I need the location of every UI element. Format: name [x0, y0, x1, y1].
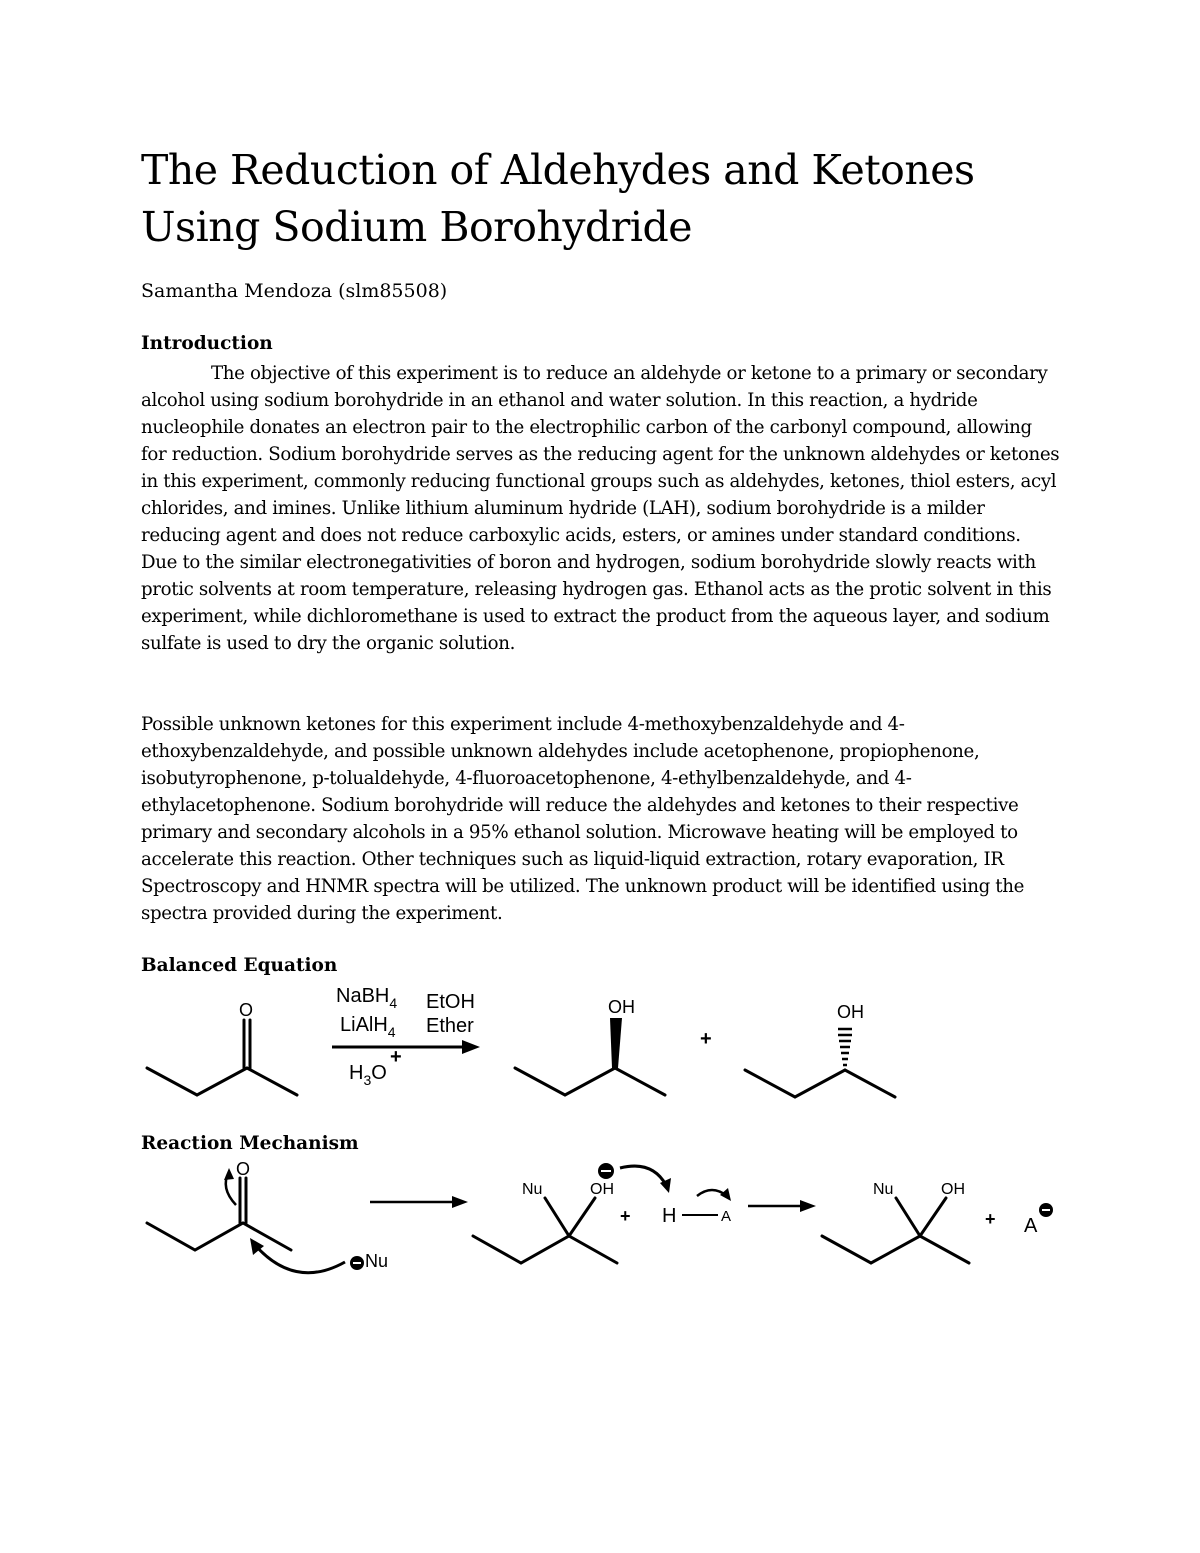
reaction-mechanism-scheme	[0, 1155, 1200, 1295]
products-plus-sign: +	[700, 1028, 712, 1050]
bond-cleavage-arrow	[697, 1188, 731, 1201]
alkoxide-negative-charge	[598, 1163, 614, 1179]
intermediate-oh-label: OH	[590, 1181, 614, 1198]
product-nu-label: Nu	[873, 1181, 894, 1198]
intermediate-nu-label: Nu	[522, 1181, 543, 1198]
ketone-structure	[147, 1178, 291, 1250]
pi-electron-arrow	[224, 1168, 236, 1205]
reagent-nabh4: NaBH$_4$	[336, 985, 398, 1011]
document-title: The Reduction of Aldehydes and Ketones Using Sodium Borohydride	[141, 146, 975, 251]
mechanism-arrow-1	[370, 1196, 468, 1208]
reactant-oxygen-label: O	[239, 1000, 254, 1020]
acid-h-label: H	[662, 1205, 677, 1227]
nucleophile-label: Nu	[365, 1251, 389, 1271]
mechanism-oxygen-label: O	[236, 1159, 251, 1179]
nucleophile-attack-arrow	[250, 1238, 345, 1273]
introduction-paragraph-2: Possible unknown ketones for this experiment include 4-methoxybenzaldehyde and 4-ethoxybenzaldehyde, and possible unknown aldehydes include acetophenone, propiophenone, isobutyrophenone, p-tolualdehyde, 4-fluoroacetophenone, 4-ethylbenzaldehyde, and 4-ethylacetophenone. Sodium borohydride will reduce the aldehydes and ketones to their respective primary and secondary alcohols in a 95% ethanol solution. Microwave heating will be employed to accelerate this reaction. Other techniques such as liquid-liquid extraction, rotary evaporation, IR Spectroscopy and HNMR spectra will be utilized. The unknown product will be identified using the spectra provided during the experiment.	[141, 714, 1025, 924]
intermediate-structure	[473, 1198, 617, 1263]
mechanism-plus-2: +	[985, 1209, 996, 1229]
workup-h3o: $H_3O$	[349, 1062, 387, 1088]
conjugate-base-label: A	[1024, 1215, 1038, 1237]
butanone-structure	[147, 1020, 297, 1095]
introduction-heading: Introduction	[141, 333, 273, 354]
author-line: Samantha Mendoza (slm85508)	[141, 280, 448, 302]
product1-oh-label: OH	[608, 997, 635, 1017]
product2-oh-label: OH	[837, 1002, 864, 1022]
reagent-lialh4: LiAlH$_4$	[340, 1014, 396, 1040]
product-alcohol-wedge	[515, 1068, 665, 1095]
product-oh-label: OH	[941, 1181, 965, 1198]
product-alcohol-hash	[745, 1070, 895, 1097]
conjugate-base-negative-charge	[1039, 1203, 1053, 1217]
balanced-equation-heading: Balanced Equation	[141, 955, 338, 976]
reaction-mechanism-heading: Reaction Mechanism	[141, 1133, 359, 1154]
solvent-etoh: EtOH	[426, 991, 475, 1013]
mechanism-plus-1: +	[620, 1206, 631, 1226]
solvent-ether: Ether	[426, 1015, 474, 1037]
mechanism-arrow-2	[748, 1200, 816, 1212]
proton-transfer-arrow	[620, 1166, 671, 1193]
reaction-arrow	[332, 1040, 480, 1054]
balanced-equation-scheme	[0, 980, 1200, 1110]
hash-bond	[838, 1029, 852, 1065]
acid-a-label: A	[721, 1208, 732, 1225]
wedge-bond	[610, 1018, 622, 1068]
nucleophile-negative-charge	[350, 1256, 364, 1270]
mechanism-product-structure	[822, 1198, 969, 1263]
introduction-paragraph-1: The objective of this experiment is to reduce an aldehyde or ketone to a primary or secondary alcohol using sodium borohydride in an ethanol and water solution. In this reaction, a hydride nucleophile donates an electron pair to the electrophilic carbon of the carbonyl compound, allowing for reduction. Sodium borohydride serves as the reducing agent for the unknown aldehydes or ketones in this experiment, commonly reducing functional groups such as aldehydes, ketones, thiol esters, acyl chlorides, and imines. Unlike lithium aluminum hydride (LAH), sodium borohydride is a milder reducing agent and does not reduce carboxylic acids, esters, or amines under standard conditions. Due to the similar electronegativities of boron and hydrogen, sodium borohydride slowly reacts with protic solvents at room temperature, releasing hydrogen gas. Ethanol acts as the protic solvent in this experiment, while dichloromethane is used to extract the product from the aqueous layer, and sodium sulfate is used to dry the organic solution.	[141, 363, 1060, 654]
workup-charge: +	[390, 1046, 402, 1068]
